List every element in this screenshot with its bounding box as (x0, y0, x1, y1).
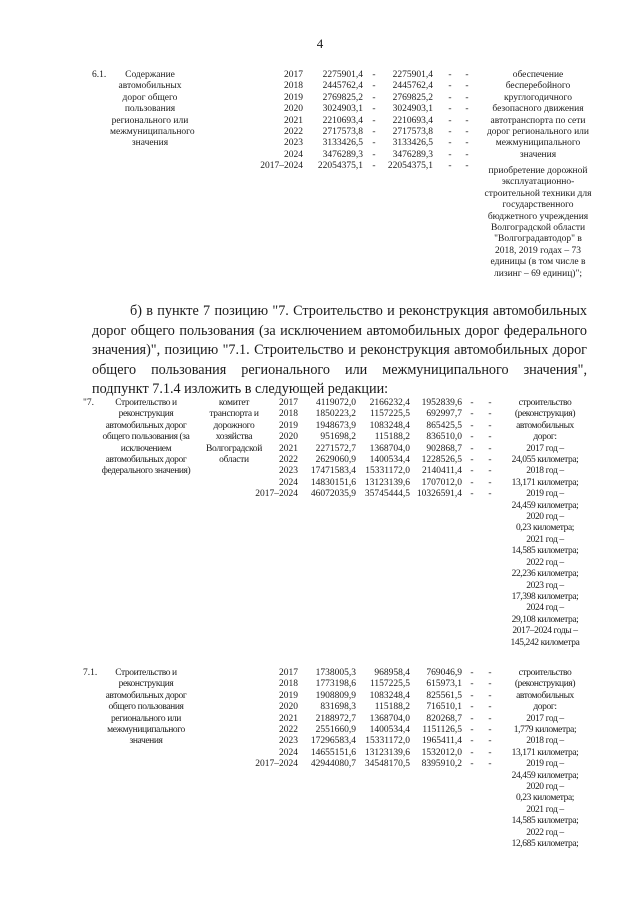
federal-cell: 1400534,4 (369, 454, 410, 465)
dash-cell: - (470, 420, 474, 431)
dash-cell: - (372, 126, 376, 137)
year-cell: 2020 (284, 104, 303, 115)
dash-cell: - (488, 668, 492, 678)
dash-cell: - (470, 690, 474, 701)
table-row (268, 398, 498, 409)
dash-cell: - (470, 668, 474, 678)
dash-cell: - (465, 161, 469, 172)
regional-cell: 902868,7 (426, 443, 462, 454)
total-cell: 2445762,4 (322, 81, 363, 92)
result-line: 2020 год – (526, 512, 564, 523)
total-cell: 2188972,7 (315, 713, 356, 724)
dash-cell: - (465, 149, 469, 160)
dash-cell: - (465, 92, 469, 103)
dash-cell: - (448, 138, 452, 149)
dash-cell: - (488, 443, 492, 454)
dash-cell: - (372, 138, 376, 149)
result-line: (реконструкция) автомобильных дорог: (514, 409, 576, 443)
value-cell: 2717573,8 (392, 126, 433, 137)
table-row (258, 81, 473, 92)
federal-cell: 2166232,4 (369, 398, 410, 408)
dash-cell: - (488, 420, 492, 431)
federal-cell: 1368704,0 (369, 713, 410, 724)
year-cell: 2018 (284, 81, 303, 92)
result-line: 0,23 километра; (515, 793, 575, 804)
total-cell: 1908809,9 (315, 690, 356, 701)
dash-cell: - (470, 489, 474, 500)
dash-cell: - (488, 759, 492, 770)
dash-cell: - (470, 736, 474, 747)
total-cell: 2629060,9 (315, 454, 356, 465)
result-line: 2019 год – (526, 759, 564, 770)
table-row (268, 421, 498, 432)
federal-cell: 1157225,5 (369, 679, 410, 690)
result-line: (реконструкция) автомобильных дорог: (514, 679, 576, 713)
federal-cell: 968958,4 (374, 668, 410, 678)
result-line: 1,779 километра; (513, 725, 577, 736)
item-name-7: Строительство и реконструкция автомобильных дорог общего пользования (за исключением автомобильных дорог федерального значения) (101, 398, 191, 477)
total-cell: 1948673,9 (315, 420, 356, 431)
result-line: 24,055 километра; (511, 455, 579, 466)
dash-cell: - (488, 702, 492, 713)
dash-cell: - (448, 104, 452, 115)
table-7-1 (255, 668, 498, 771)
total-cell: 14830151,6 (310, 477, 356, 488)
dash-cell: - (372, 70, 376, 80)
total-cell: 2551660,9 (315, 724, 356, 735)
year-cell: 2021 (279, 713, 298, 724)
year-cell: 2017–2024 (260, 161, 303, 172)
dash-cell: - (470, 702, 474, 713)
value-cell: 2445762,4 (392, 81, 433, 92)
dash-cell: - (448, 115, 452, 126)
value-cell: 2769825,2 (392, 92, 433, 103)
amendment-paragraph: б) в пункте 7 позицию "7. Строительство и реконструкция автомобильных дорог общего пользования (за исключением автомобильных дорог федерального значения)", позицию "7.1. Строительство и реконструкция автомобильных дорог общего пользования регионального или межмуниципального значения", подпункт 7.1.4 изложить в следующей редакции: (92, 303, 587, 397)
year-cell: 2020 (279, 432, 298, 443)
dash-cell: - (488, 398, 492, 408)
regional-cell: 820268,7 (426, 713, 462, 724)
result-line: 24,459 километра; (511, 770, 579, 781)
result-line: 14,585 километра; (511, 816, 579, 827)
regional-cell: 1532012,0 (421, 747, 462, 758)
total-cell: 3476289,3 (322, 149, 363, 160)
dash-cell: - (465, 115, 469, 126)
table-row (258, 70, 473, 81)
item-number-7: "7. (83, 398, 95, 408)
dash-cell: - (488, 477, 492, 488)
result-line: 2022 год – (526, 827, 564, 838)
year-cell: 2019 (284, 92, 303, 103)
table-row (255, 759, 498, 770)
table-row (268, 478, 498, 489)
item-name-6-1: Содержание автомобильных дорог общего пользования регионального или межмуниципального значения (110, 70, 195, 149)
federal-cell: 115188,2 (374, 432, 410, 443)
dash-cell: - (465, 81, 469, 92)
total-cell: 42944080,7 (310, 759, 356, 770)
dash-cell: - (465, 104, 469, 115)
federal-cell: 1368704,0 (369, 443, 410, 454)
table-row (268, 466, 498, 477)
result-line: 0,23 километра; (515, 523, 575, 534)
dash-cell: - (470, 724, 474, 735)
result-line: 2018 год – (526, 466, 564, 477)
total-cell: 1773198,6 (315, 679, 356, 690)
year-cell: 2021 (279, 443, 298, 454)
year-cell: 2023 (279, 466, 298, 477)
year-cell: 2019 (279, 420, 298, 431)
result-line: 2020 год – (526, 782, 564, 793)
result-line: 2019 год – (526, 489, 564, 500)
table-row (268, 691, 498, 702)
dash-cell: - (470, 747, 474, 758)
federal-cell: 35745444,5 (364, 489, 410, 500)
regional-cell: 615973,1 (426, 679, 462, 690)
total-cell: 3024903,1 (322, 104, 363, 115)
total-cell: 14655151,6 (310, 747, 356, 758)
year-cell: 2017 (279, 398, 298, 408)
value-cell: 3024903,1 (392, 104, 433, 115)
federal-cell: 1400534,4 (369, 724, 410, 735)
total-cell: 951698,2 (320, 432, 356, 443)
year-cell: 2024 (284, 149, 303, 160)
result-line: 14,585 километра; (511, 546, 579, 557)
dash-cell: - (488, 409, 492, 420)
regional-cell: 836510,0 (426, 432, 462, 443)
value-cell: 22054375,1 (387, 161, 433, 172)
result-6-1-maintenance: обеспечение бесперебойного круглогодичного безопасного движения автотранспорта по сети дорог регионального или межмуниципального значения (486, 70, 590, 160)
table-row (268, 725, 498, 736)
table-row (268, 702, 498, 713)
executor-7: комитет транспорта и дорожного хозяйства Волгоградской области (205, 398, 263, 466)
federal-cell: 34548170,5 (364, 759, 410, 770)
dash-cell: - (448, 70, 452, 80)
year-cell: 2022 (279, 454, 298, 465)
table-row (268, 679, 498, 690)
dash-cell: - (465, 126, 469, 137)
table-row (258, 93, 473, 104)
dash-cell: - (470, 432, 474, 443)
dash-cell: - (470, 398, 474, 408)
regional-cell: 716510,1 (426, 702, 462, 713)
dash-cell: - (488, 736, 492, 747)
dash-cell: - (488, 679, 492, 690)
table-row (268, 432, 498, 443)
result-line: 17,398 километра; (511, 591, 579, 602)
total-cell: 2717573,8 (322, 126, 363, 137)
result-7 (505, 398, 585, 649)
dash-cell: - (465, 138, 469, 149)
result-line: 2024 год – (526, 603, 564, 614)
result-line: строительство (518, 668, 572, 678)
table-row (268, 668, 498, 679)
federal-cell: 15331172,0 (365, 466, 410, 477)
dash-cell: - (448, 149, 452, 160)
dash-cell: - (372, 161, 376, 172)
regional-cell: 1965411,4 (421, 736, 462, 747)
dash-cell: - (488, 713, 492, 724)
dash-cell: - (488, 724, 492, 735)
dash-cell: - (470, 409, 474, 420)
year-cell: 2018 (279, 679, 298, 690)
result-line: 2023 год – (526, 580, 564, 591)
federal-cell: 13123139,6 (364, 747, 410, 758)
table-row (268, 748, 498, 759)
year-cell: 2017–2024 (255, 759, 298, 770)
item-name-7-1: Строительство и реконструкция автомобильных дорог общего пользования регионального или межмуниципального значения (105, 668, 187, 747)
result-6-1-equipment: приобретение дорожной эксплуатационно-строительной техники для государственного бюджетного учреждения Волгоградской области "Волгоградавтодор" в 2018, 2019 годах – 73 единицы (в том числе в лизинг – 69 единиц)"; (484, 166, 592, 279)
result-line: 22,236 километра; (511, 569, 579, 580)
total-cell: 1738005,3 (315, 668, 356, 678)
dash-cell: - (470, 713, 474, 724)
federal-cell: 13123139,6 (364, 477, 410, 488)
table-row (258, 104, 473, 115)
table-row (268, 714, 498, 725)
total-cell: 4119072,0 (315, 398, 356, 408)
item-number-6-1: 6.1. (92, 70, 107, 80)
page-number: 4 (316, 36, 324, 51)
regional-cell: 1151126,5 (422, 724, 462, 735)
item-number-7-1: 7.1. (83, 668, 98, 678)
result-line: 2021 год – (526, 804, 564, 815)
total-cell: 2271572,7 (315, 443, 356, 454)
dash-cell: - (488, 454, 492, 465)
total-cell: 17471583,4 (310, 466, 356, 477)
table-row (268, 444, 498, 455)
regional-cell: 1228526,5 (421, 454, 462, 465)
table-row (268, 409, 498, 420)
regional-cell: 8395910,2 (421, 759, 462, 770)
federal-cell: 15331172,0 (365, 736, 410, 747)
year-cell: 2023 (284, 138, 303, 149)
table-row (258, 150, 473, 161)
year-cell: 2022 (279, 724, 298, 735)
table-row (258, 116, 473, 127)
table-row (268, 455, 498, 466)
table-7 (255, 398, 498, 501)
dash-cell: - (372, 92, 376, 103)
dash-cell: - (470, 759, 474, 770)
table-row (258, 138, 473, 149)
dash-cell: - (488, 466, 492, 477)
year-cell: 2021 (284, 115, 303, 126)
value-cell: 3476289,3 (392, 149, 433, 160)
federal-cell: 1157225,5 (369, 409, 410, 420)
dash-cell: - (488, 690, 492, 701)
regional-cell: 10326591,4 (416, 489, 462, 500)
dash-cell: - (465, 70, 469, 80)
year-cell: 2017–2024 (255, 489, 298, 500)
dash-cell: - (448, 161, 452, 172)
dash-cell: - (372, 104, 376, 115)
year-cell: 2024 (279, 747, 298, 758)
result-line: 2018 год – (526, 736, 564, 747)
dash-cell: - (488, 432, 492, 443)
table-row (258, 161, 473, 172)
federal-cell: 1083248,4 (369, 690, 410, 701)
regional-cell: 692997,7 (426, 409, 462, 420)
total-cell: 2275901,4 (322, 70, 363, 80)
total-cell: 46072035,9 (310, 489, 356, 500)
table-6-1 (258, 70, 473, 173)
year-cell: 2023 (279, 736, 298, 747)
year-cell: 2017 (279, 668, 298, 678)
year-cell: 2019 (279, 690, 298, 701)
result-line: 12,685 километра; (511, 839, 579, 850)
regional-cell: 1707012,0 (421, 477, 462, 488)
table-row (258, 127, 473, 138)
regional-cell: 1952839,6 (421, 398, 462, 408)
total-cell: 2210693,4 (322, 115, 363, 126)
dash-cell: - (448, 126, 452, 137)
dash-cell: - (488, 747, 492, 758)
result-line: 13,171 километра; (511, 747, 579, 758)
dash-cell: - (470, 477, 474, 488)
result-line: 2017 год – (526, 443, 564, 454)
value-cell: 3133426,5 (392, 138, 433, 149)
regional-cell: 2140411,4 (421, 466, 462, 477)
regional-cell: 865425,5 (426, 420, 462, 431)
regional-cell: 825561,5 (426, 690, 462, 701)
dash-cell: - (372, 81, 376, 92)
year-cell: 2022 (284, 126, 303, 137)
result-line: строительство (518, 398, 572, 408)
federal-cell: 115188,2 (374, 702, 410, 713)
dash-cell: - (470, 679, 474, 690)
dash-cell: - (372, 115, 376, 126)
result-line: 2021 год – (526, 534, 564, 545)
total-cell: 3133426,5 (322, 138, 363, 149)
result-line: 24,459 километра; (511, 500, 579, 511)
dash-cell: - (448, 92, 452, 103)
result-line: 2017–2024 годы – 145,242 километра (510, 626, 580, 648)
dash-cell: - (470, 466, 474, 477)
year-cell: 2024 (279, 477, 298, 488)
result-line: 2017 год – (526, 713, 564, 724)
value-cell: 2210693,4 (392, 115, 433, 126)
total-cell: 2769825,2 (322, 92, 363, 103)
dash-cell: - (470, 454, 474, 465)
total-cell: 1850223,2 (315, 409, 356, 420)
total-cell: 17296583,4 (310, 736, 356, 747)
result-7-1 (505, 668, 585, 851)
regional-cell: 769046,9 (426, 668, 462, 678)
result-line: 13,171 километра; (511, 477, 579, 488)
dash-cell: - (448, 81, 452, 92)
total-cell: 831698,3 (320, 702, 356, 713)
result-line: 2022 год – (526, 557, 564, 568)
total-cell: 22054375,1 (317, 161, 363, 172)
dash-cell: - (372, 149, 376, 160)
year-cell: 2018 (279, 409, 298, 420)
federal-cell: 1083248,4 (369, 420, 410, 431)
value-cell: 2275901,4 (392, 70, 433, 80)
table-row (268, 736, 498, 747)
dash-cell: - (488, 489, 492, 500)
year-cell: 2017 (284, 70, 303, 80)
table-row (255, 489, 498, 500)
result-line: 29,108 километра; (511, 614, 579, 625)
year-cell: 2020 (279, 702, 298, 713)
dash-cell: - (470, 443, 474, 454)
